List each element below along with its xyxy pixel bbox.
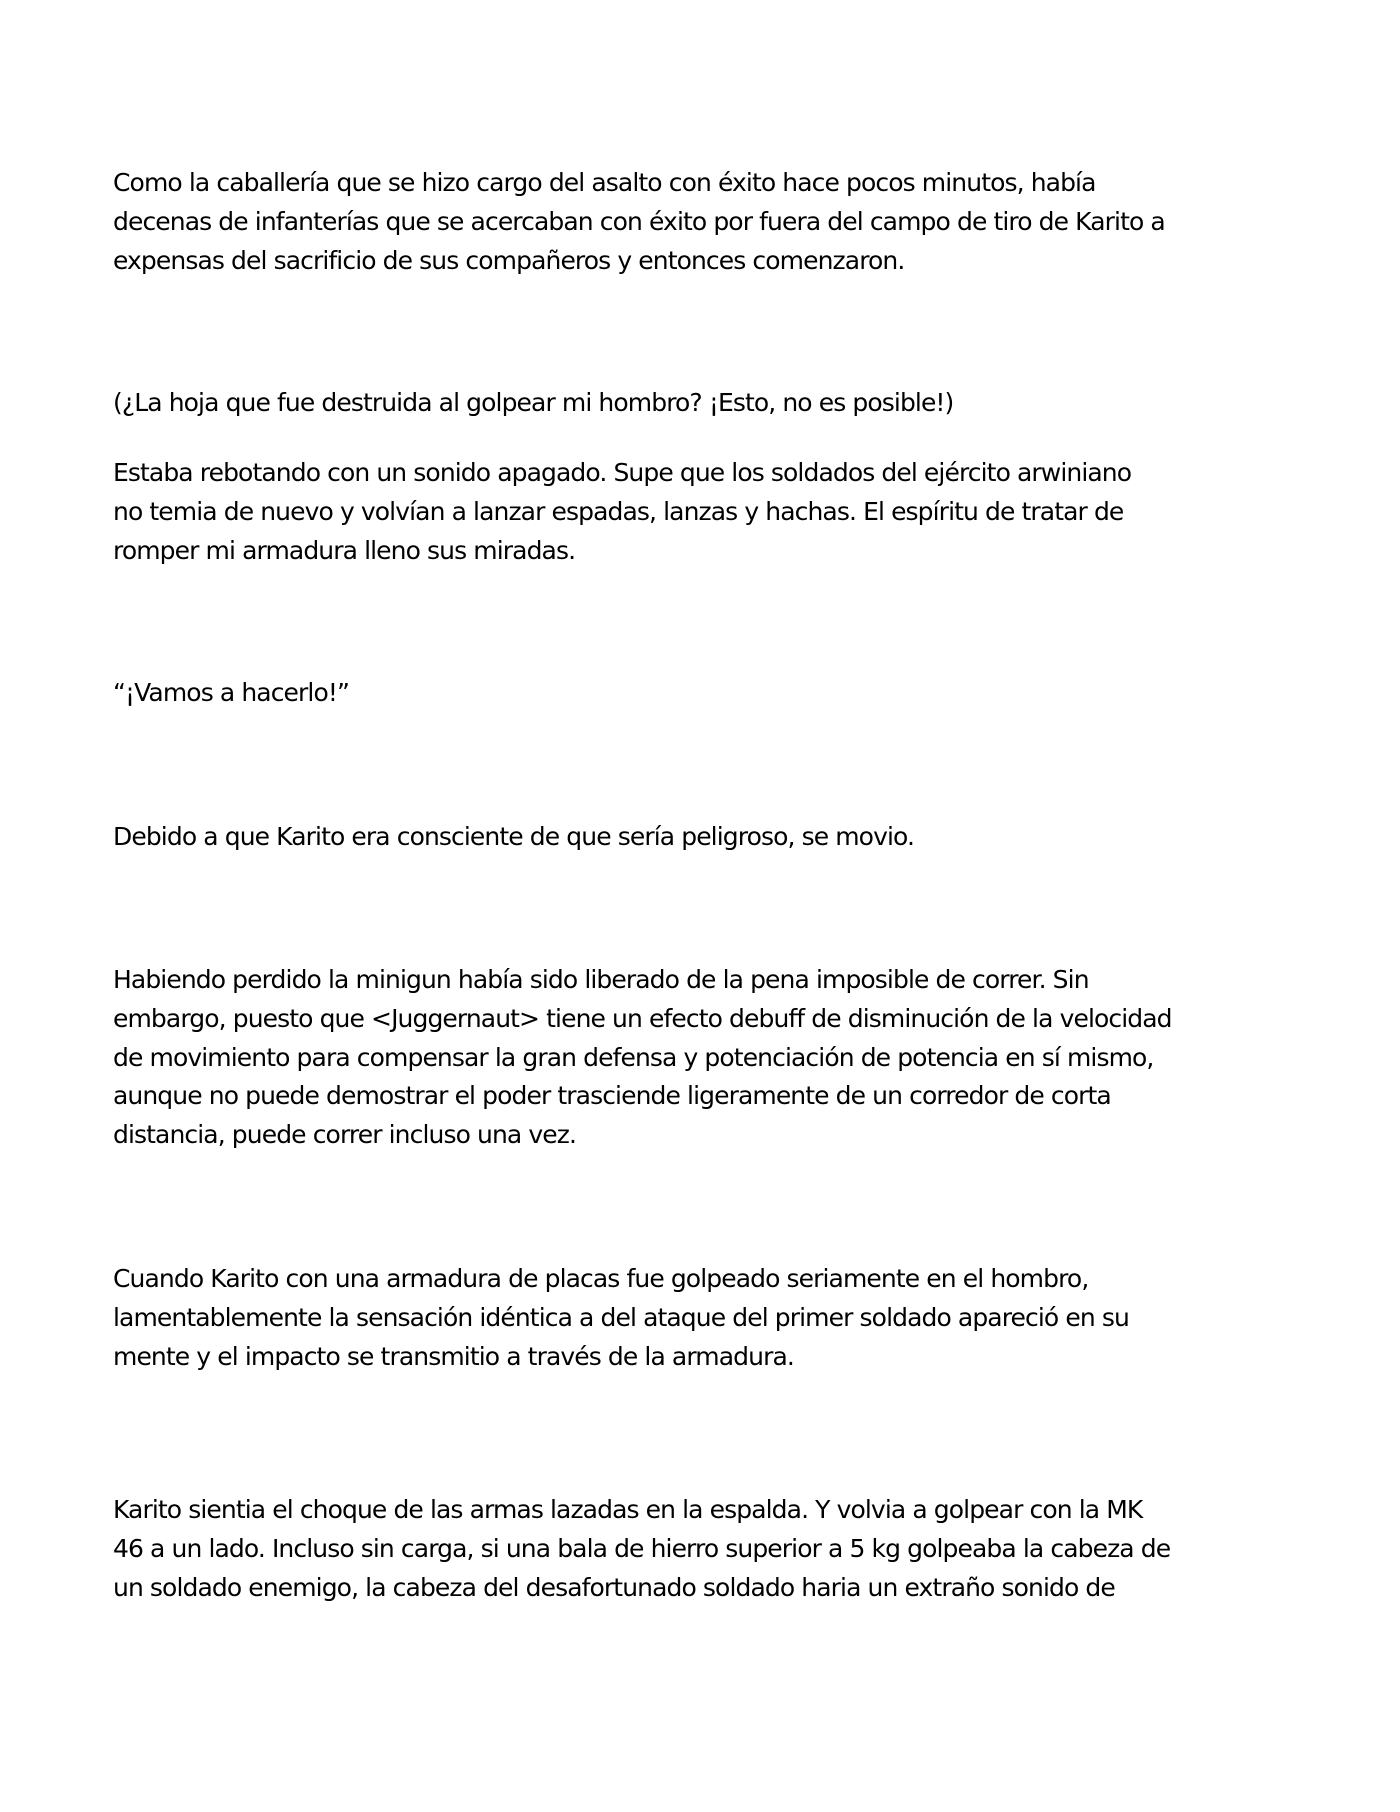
paragraph-rebounding: Estaba rebotando con un sonido apagado. Supe que los soldados del ejército arwiniano no temia de nuevo y volvían a lanzar espadas, lanzas y hachas. El espíritu de tratar de romper mi armadura lleno sus miradas. [113,458,1132,565]
paragraph-thought-blade: (¿La hoja que fue destruida al golpear mi hombro? ¡Esto, no es posible!) [113,388,954,417]
paragraph-karito-moved: Debido a que Karito era consciente de que sería peligroso, se movio. [113,822,915,851]
paragraph-weapons-impact: Karito sientia el choque de las armas lazadas en la espalda. Y volvia a golpear con la MK 46 a un lado. Incluso sin carga, si una bala de hierro superior a 5 kg golpeaba la cabeza de un soldado enemigo, la cabeza del desafortunado soldado haria un extraño sonido de [113,1495,1171,1602]
paragraph-minigun: Habiendo perdido la minigun había sido liberado de la pena imposible de correr. Sin embargo, puesto que <Juggernaut> tiene un efecto debuff de disminución de la velocidad de movimiento para compensar la gran defensa y potenciación de potencia en sí mismo, aunque no puede demostrar el poder trasciende ligeramente de un corredor de corta distancia, puede correr incluso una vez. [113,965,1172,1150]
paragraph-cavalry-assault: Como la caballería que se hizo cargo del asalto con éxito hace pocos minutos, había decenas de infanterías que se acercaban con éxito por fuera del campo de tiro de Karito a expensas del sacrificio de sus compañeros y entonces comenzaron. [113,168,1165,275]
paragraph-shoulder-hit: Cuando Karito con una armadura de placas fue golpeado seriamente en el hombro, lamentablemente la sensación idéntica a del ataque del primer soldado apareció en su mente y el impacto se transmitio a través de la armadura. [113,1264,1129,1371]
paragraph-dialogue: “¡Vamos a hacerlo!” [113,678,350,707]
